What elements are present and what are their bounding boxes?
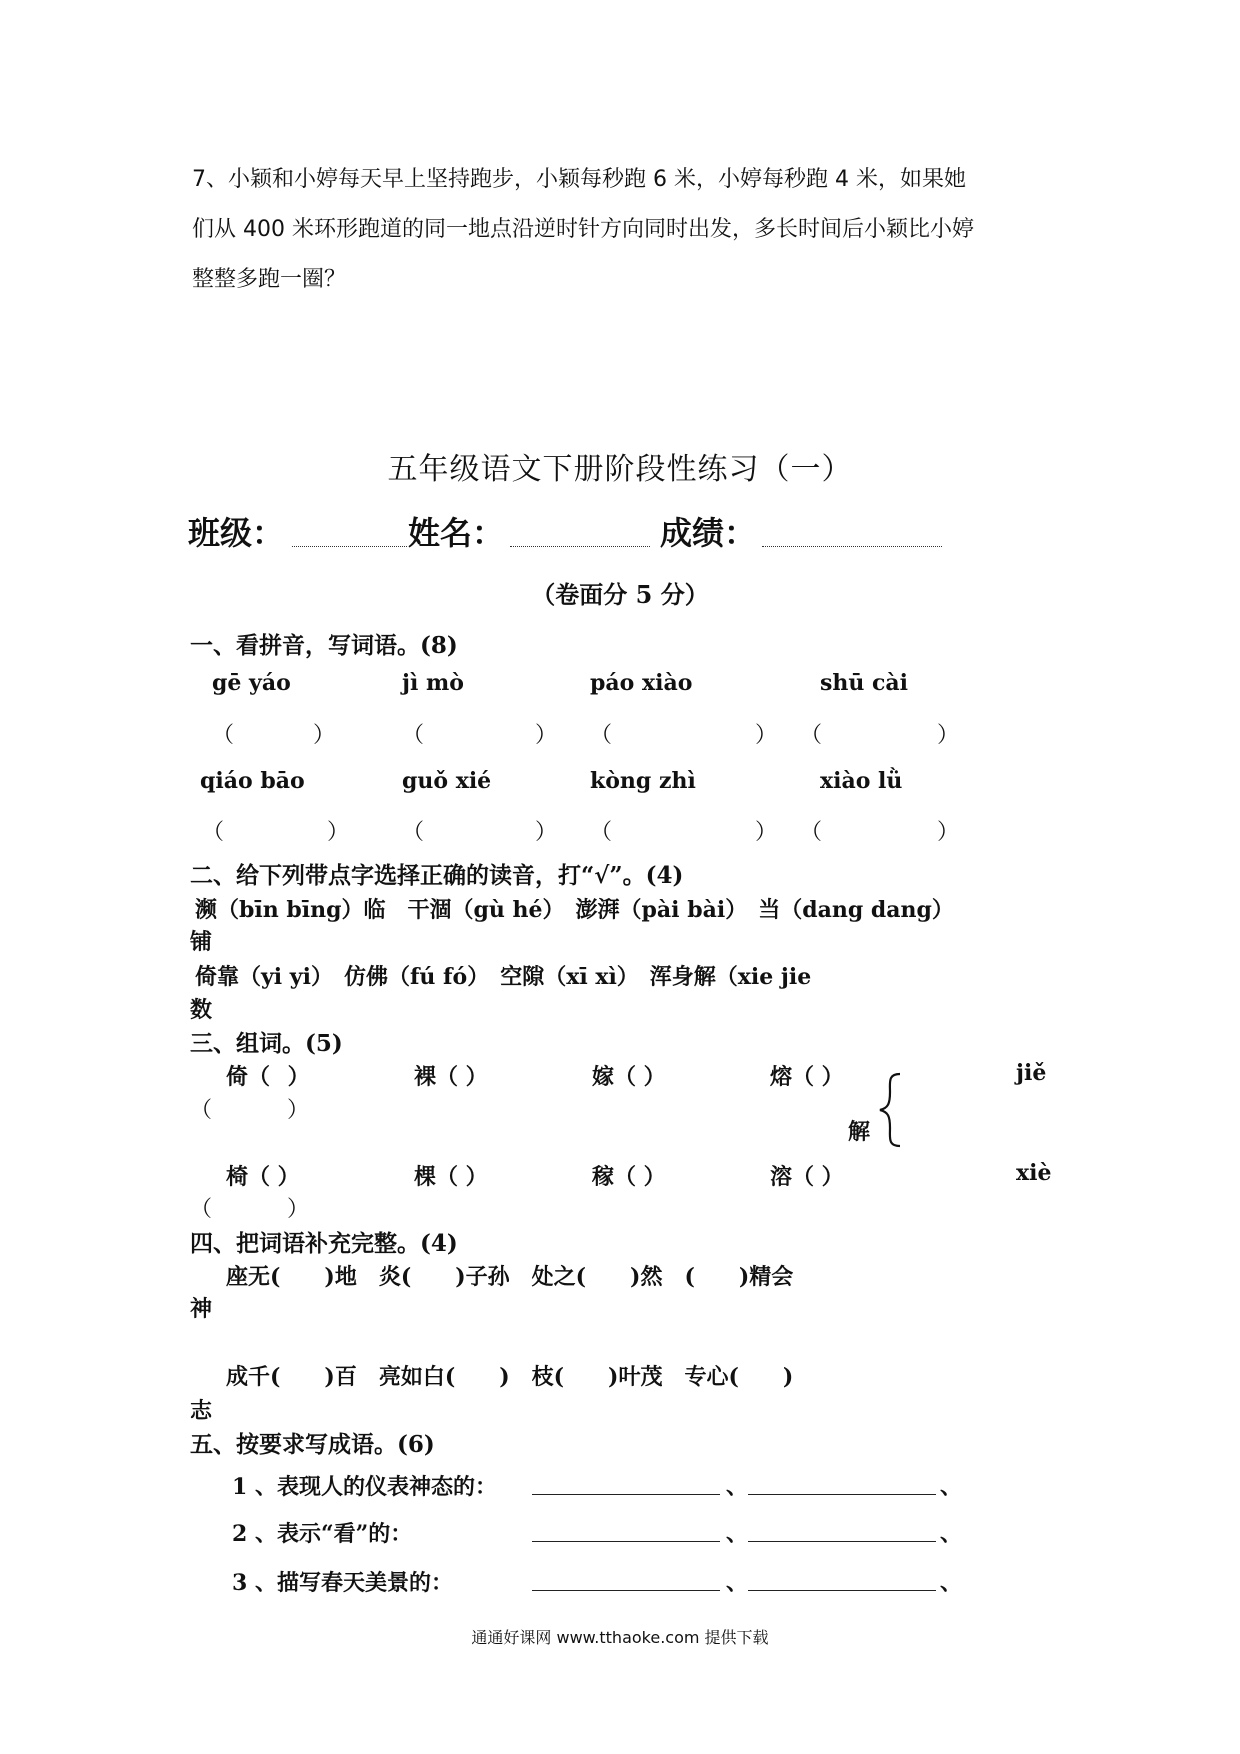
idiom-blank[interactable]: [748, 1472, 936, 1495]
zuci-5: 椅（ ）: [226, 1164, 300, 1190]
answer-paren[interactable]: （ ）: [190, 1197, 343, 1222]
zuci-8: 溶（ ）: [770, 1164, 844, 1190]
comma: 、: [940, 1521, 963, 1547]
zuci-2: 裸（ ）: [414, 1064, 488, 1090]
section4-line2: 成千( )百 亮如白( ) 枝( )叶茂 专心( ): [226, 1364, 794, 1390]
section3-heading: 三、组词。(5): [190, 1030, 343, 1057]
jie-char: 解: [848, 1119, 871, 1145]
footer-source: 通通好课网 www.tthaoke.com 提供下载: [471, 1628, 769, 1647]
section1-heading: 一、看拼音，写词语。(8): [190, 632, 458, 659]
answer-paren[interactable]: （ ）: [590, 820, 845, 845]
jie-pinyin: jiě: [1016, 1060, 1047, 1086]
problem7-line3: 整整多跑一圈？: [192, 267, 347, 292]
comma: 、: [940, 1474, 963, 1500]
idiom-blank[interactable]: [532, 1519, 720, 1542]
section4-line1b: 神: [190, 1296, 213, 1322]
zuci-3: 嫁（ ）: [592, 1064, 666, 1090]
answer-paren[interactable]: （ ）: [190, 1098, 343, 1123]
idiom-item-1: 1 、表现人的仪表神态的：: [232, 1474, 497, 1500]
section2-line1: 濒（bīn bīng）临 干涸（gù hé） 澎湃（pài bài） 当（dang dang）: [195, 897, 954, 923]
name-blank[interactable]: [510, 512, 650, 547]
answer-paren[interactable]: （ ）: [202, 820, 397, 845]
pinyin-2: jì mò: [402, 670, 464, 696]
section2-line1b: 铺: [190, 929, 213, 955]
section4-line1: 座无( )地 炎( )子孙 处之( )然 ( )精会: [226, 1264, 794, 1290]
name-label: 姓名：: [408, 514, 505, 552]
idiom-blank[interactable]: [748, 1568, 936, 1591]
idiom-blank[interactable]: [748, 1519, 936, 1542]
answer-paren[interactable]: （ ）: [402, 723, 609, 748]
zuci-7: 稼（ ）: [592, 1164, 666, 1190]
comma: 、: [726, 1521, 749, 1547]
comma: 、: [940, 1570, 963, 1596]
comma: 、: [726, 1474, 749, 1500]
idiom-item-2: 2 、表示“看”的：: [232, 1521, 413, 1547]
idiom-blank[interactable]: [532, 1568, 720, 1591]
comma: 、: [726, 1570, 749, 1596]
section2-line2: 倚靠（yi yi） 仿佛（fú fó） 空隙（xī xì） 浑身解（xie jie: [195, 964, 812, 990]
idiom-item-3: 3 、描写春天美景的：: [232, 1570, 453, 1596]
page-title: 五年级语文下册阶段性练习（一）: [387, 452, 853, 487]
xie-pinyin: xiè: [1016, 1160, 1052, 1186]
score-blank[interactable]: [762, 512, 942, 547]
pinyin-6: guǒ xié: [402, 768, 492, 794]
zuci-1: 倚（ ）: [226, 1064, 310, 1090]
section4-line2b: 志: [190, 1398, 213, 1424]
section2-heading: 二、给下列带点字选择正确的读音，打“√”。(4): [190, 862, 684, 889]
answer-paren[interactable]: （ ）: [590, 723, 845, 748]
section2-line2b: 数: [190, 997, 213, 1023]
class-label: 班级：: [188, 514, 285, 552]
paper-score: （卷面分 5 分）: [531, 580, 709, 609]
pinyin-3: páo xiào: [590, 670, 693, 696]
pinyin-1: gē yáo: [212, 670, 291, 696]
idiom-blank[interactable]: [532, 1472, 720, 1495]
score-label: 成绩：: [660, 514, 757, 552]
curly-brace-icon: [878, 1072, 904, 1148]
section5-heading: 五、按要求写成语。(6): [190, 1431, 435, 1458]
class-blank[interactable]: [292, 512, 407, 547]
answer-paren[interactable]: （ ）: [212, 723, 371, 748]
pinyin-7: kòng zhì: [590, 768, 696, 794]
answer-paren[interactable]: （ ）: [402, 820, 609, 845]
section4-heading: 四、把词语补充完整。(4): [190, 1230, 458, 1257]
answer-paren[interactable]: （ ）: [800, 723, 1013, 748]
pinyin-5: qiáo bāo: [200, 768, 305, 794]
pinyin-4: shū cài: [820, 670, 909, 696]
zuci-6: 棵（ ）: [414, 1164, 488, 1190]
zuci-4: 熔（ ）: [770, 1064, 844, 1090]
problem7-line1: 7、小颖和小婷每天早上坚持跑步，小颖每秒跑 6 米，小婷每秒跑 4 米，如果她: [192, 167, 966, 192]
problem7-line2: 们从 400 米环形跑道的同一地点沿逆时针方向同时出发，多长时间后小颖比小婷: [192, 217, 974, 242]
pinyin-8: xiào lǜ: [820, 768, 903, 794]
answer-paren[interactable]: （ ）: [800, 820, 1013, 845]
